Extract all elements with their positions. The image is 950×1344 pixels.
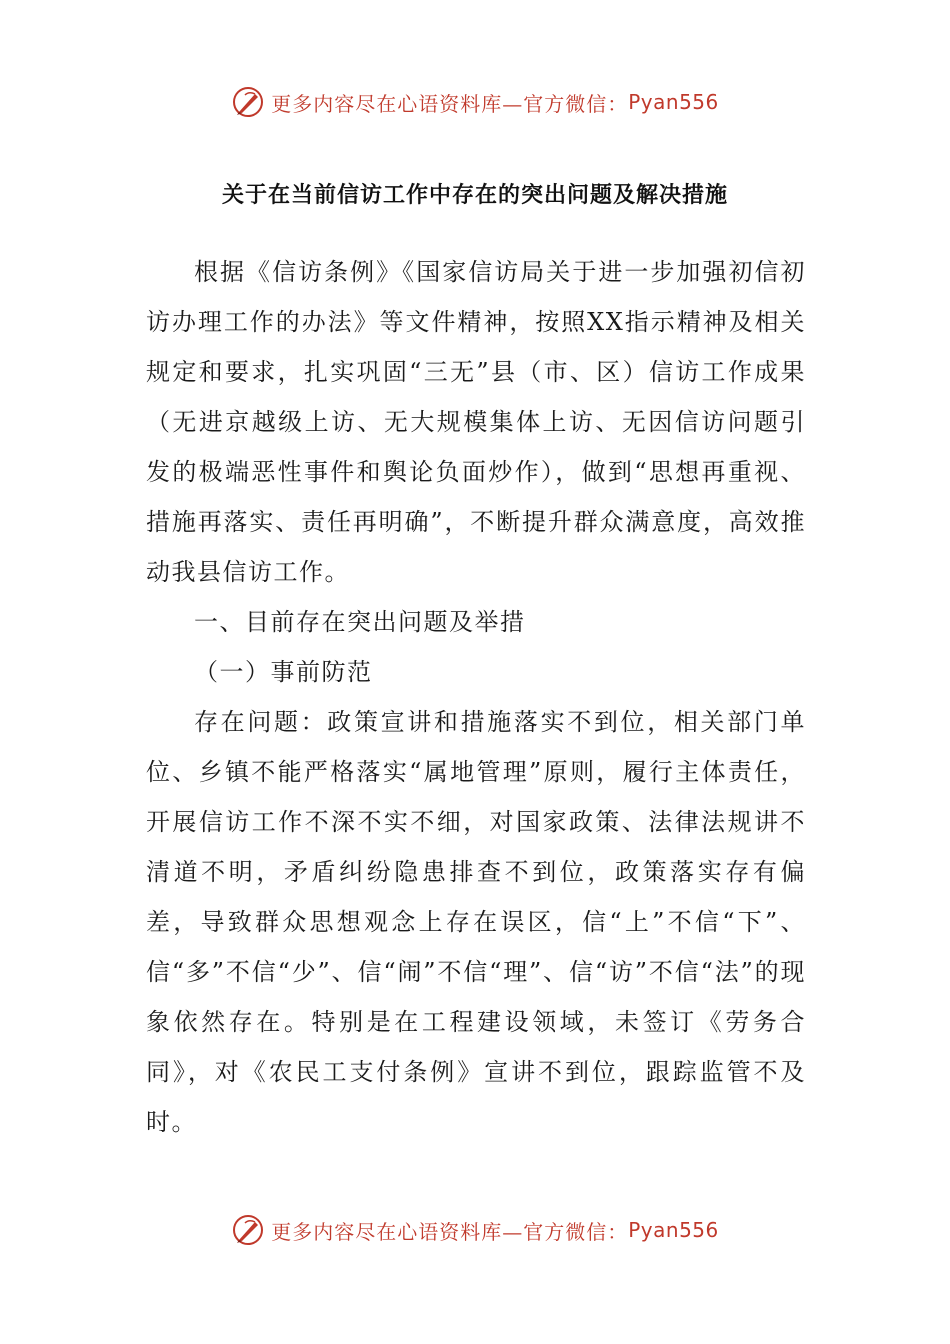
document-title: 关于在当前信访工作中存在的突出问题及解决措施 <box>221 183 728 208</box>
banner-wechat-id: Pyan556 <box>628 90 719 114</box>
paragraph-intro: 根据《信访条例》《国家信访局关于进一步加强初信初访办理工作的办法》等文件精神，按照XX指示精神及相关规定和要求，扎实巩固“三无”县（市、区）信访工作成果（无进京越级上访、无大规模集体上访、无因信访问题引发的极端恶性事件和舆论负面炒作），做到“思想再重视、措施再落实、责任再明确”，不断提升群众满意度，高效推动我县信访工作。 <box>146 258 806 586</box>
banner-brand-text: 更多内容尽在心语资料库—官方微信： <box>271 1219 629 1244</box>
document-body <box>146 247 806 1147</box>
banner-wechat-id: Pyan556 <box>628 1218 719 1242</box>
banner-brand-text: 更多内容尽在心语资料库—官方微信： <box>271 91 629 116</box>
paragraph-problem: 存在问题：政策宣讲和措施落实不到位，相关部门单位、乡镇不能严格落实“属地管理”原则，履行主体责任，开展信访工作不深不实不细，对国家政策、法律法规讲不清道不明，矛盾纠纷隐患排查不到位，政策落实存有偏差，导致群众思想观念上存在误区，信“上”不信“下”、信“多”不信“少”、信“闹”不信“理”、信“访”不信“法”的现象依然存在。特别是在工程建设领域，未签订《劳务合同》，对《农民工支付条例》宣讲不到位，跟踪监管不及时。 <box>146 708 806 1136</box>
footer-banner <box>0 1210 950 1250</box>
quill-pen-logo-icon <box>231 85 265 119</box>
section-heading: 一、目前存在突出问题及举措 <box>194 608 526 636</box>
subsection-heading: （一）事前防范 <box>194 658 373 686</box>
header-banner <box>0 82 950 122</box>
quill-pen-logo-icon <box>231 1213 265 1247</box>
